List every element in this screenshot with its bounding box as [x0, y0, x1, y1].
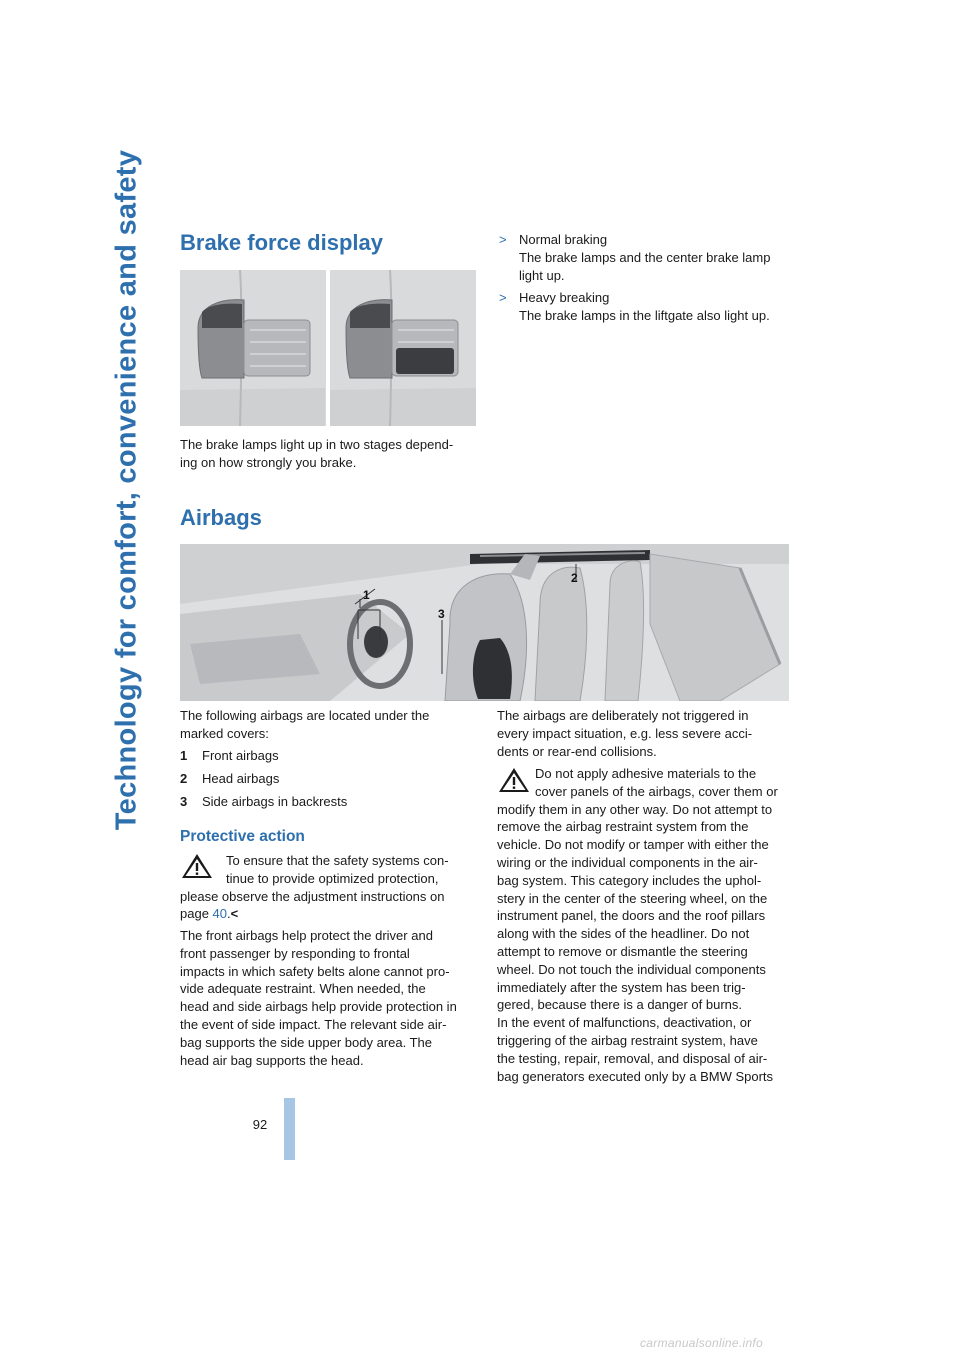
page-40-link[interactable]: 40 [212, 906, 228, 922]
page-number-bar [284, 1098, 295, 1160]
warning2-line: immediately after the system has been trig- [497, 979, 746, 995]
brake-caption [180, 436, 453, 472]
warning2-line: remove the airbag restraint system from the [497, 819, 749, 835]
bullet-line: The brake lamps and the center brake lamp [519, 249, 771, 265]
airbags-figure [180, 544, 789, 701]
paragraph-line: the event of side impact. The relevant side air- [180, 1016, 447, 1032]
warning2-line: wheel. Do not touch the individual components [497, 961, 766, 977]
warning1-line-2: tinue to provide optimized protection, [226, 870, 439, 886]
warning2-line: the testing, repair, removal, and disposal of air- [497, 1050, 768, 1066]
warning2-line: attempt to remove or dismantle the steering [497, 943, 748, 959]
section-heading-airbags: Airbags [180, 505, 262, 530]
intro-line-2: marked covers: [180, 725, 269, 741]
list-item-head-airbags [180, 770, 279, 788]
figure-label-1: 1 [363, 588, 370, 602]
warning-adhesive-materials-text [497, 765, 797, 1085]
figure-label-3: 3 [438, 607, 445, 621]
warning2-line: bag system. This category includes the uphol- [497, 872, 762, 888]
brake-lamps-figure [180, 270, 476, 426]
page-number: 92 [252, 1117, 268, 1132]
list-item-label: Front airbags [202, 748, 279, 763]
bullet-marker: > [499, 290, 507, 305]
bullet-line: light up. [519, 267, 565, 283]
bullet-marker: > [499, 232, 507, 247]
list-item-side-airbags [180, 793, 347, 811]
warning2-line: cover panels of the airbags, cover them or [535, 783, 778, 799]
warning2-line: wiring or the individual components in the air- [497, 854, 758, 870]
warning2-line: modify them in any other way. Do not attempt to [497, 801, 773, 817]
warning1-line-1: To ensure that the safety systems con- [226, 853, 449, 868]
figure-label-2: 2 [571, 571, 578, 585]
warning2-line: In the event of malfunctions, deactivation, or [497, 1015, 752, 1031]
list-item-front-airbags [180, 747, 279, 765]
warning1-line-3: please observe the adjustment instructions on [180, 888, 445, 904]
paragraph-line: The front airbags help protect the driver and [180, 928, 433, 943]
paragraph-line: bag supports the side upper body area. The [180, 1034, 432, 1050]
warning2-line: along with the sides of the headliner. Do not [497, 926, 750, 942]
warning2-line: triggering of the airbag restraint system, have [497, 1032, 758, 1048]
list-item-label: Side airbags in backrests [202, 794, 348, 809]
warning2-line: instrument panel, the doors and the roof pillars [497, 908, 766, 924]
section-heading-brake-force-display: Brake force display [180, 230, 383, 255]
chapter-title-text: Technology for comfort, convenience and safety [110, 149, 143, 831]
warning2-line: vehicle. Do not modify or tamper with either the [497, 837, 769, 853]
airbags-intro [180, 707, 429, 743]
brake-caption-line-1: The brake lamps light up in two stages depend- [180, 437, 454, 452]
paragraph-line: every impact situation, e.g. less severe acci- [497, 725, 753, 741]
paragraph-line: head and side airbags help provide protection in [180, 999, 457, 1015]
bullet-title: Normal braking [519, 232, 608, 247]
brake-caption-line-2: ing on how strongly you brake. [180, 454, 357, 470]
warning2-line: stery in the center of the steering wheel, on the [497, 890, 768, 906]
front-airbags-paragraph [180, 927, 457, 1069]
warning2-line: gered, because there is a danger of burns. [497, 997, 742, 1013]
warning1-page-prefix: page [180, 906, 213, 922]
paragraph-line: vide adequate restraint. When needed, the [180, 981, 426, 997]
paragraph-line: head air bag supports the head. [180, 1052, 364, 1068]
watermark: carmanualsonline.info [640, 1336, 764, 1350]
warning2-line: Do not apply adhesive materials to the [535, 766, 757, 781]
paragraph-line: impacts in which safety belts alone cannot pro- [180, 963, 450, 979]
list-item-number: 1 [180, 748, 188, 763]
paragraph-line: front passenger by responding to frontal [180, 945, 410, 961]
paragraph-line: The airbags are deliberately not triggered in [497, 708, 749, 723]
subheading-protective-action: Protective action [180, 828, 305, 845]
list-item-number: 3 [180, 794, 188, 809]
bullet-line: The brake lamps in the liftgate also light up. [519, 307, 770, 323]
warning-adjustment-text [180, 852, 480, 923]
paragraph-line: dents or rear-end collisions. [497, 743, 657, 759]
warning1-page-suffix: . [227, 906, 231, 922]
brake-lamps-illustration [180, 270, 476, 426]
end-mark: < [230, 906, 239, 922]
airbags-not-triggered-paragraph [497, 707, 752, 760]
warning2-line: bag generators executed only by a BMW Sports [497, 1068, 774, 1084]
intro-line-1: The following airbags are located under the [180, 708, 430, 723]
chapter-side-title [92, 30, 162, 950]
bullet-title: Heavy breaking [519, 290, 610, 305]
airbags-illustration [180, 544, 789, 701]
list-item-label: Head airbags [202, 771, 280, 786]
list-item-number: 2 [180, 771, 188, 786]
